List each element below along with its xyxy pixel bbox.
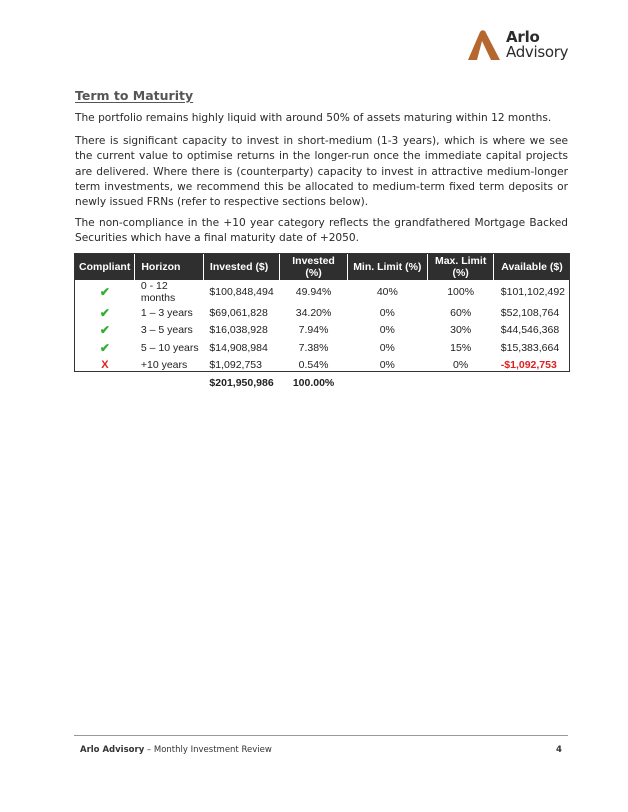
cell-min: 0% [379, 306, 395, 319]
logo-text-line2: Advisory [506, 43, 569, 61]
arlo-advisory-logo [466, 27, 570, 63]
cell-max: 0% [453, 359, 469, 372]
paragraph-non-compliance: The non-compliance in the +10 year category reflects the grandfathered Mortgage Backed Securities which have a final maturity date of +2050. [75, 217, 568, 245]
cell-horizon: 0 - 12 months [140, 280, 176, 304]
cell-invested: $14,908,984 [209, 341, 268, 354]
section-heading: Term to Maturity [75, 88, 194, 103]
table-header-row [75, 254, 569, 280]
table-row [75, 339, 569, 357]
paragraph-liquidity: The portfolio remains highly liquid with around 50% of assets maturing within 12 months. [75, 112, 552, 124]
cell-percent: 49.94% [295, 286, 332, 298]
footer-divider [74, 735, 568, 736]
cell-invested: $69,061,828 [209, 306, 268, 319]
cell-max: 60% [450, 306, 472, 319]
cell-max: 15% [450, 341, 472, 354]
cell-percent: 34.20% [295, 306, 332, 319]
arlo-logo-icon [466, 29, 502, 61]
header-max-limit: Max. Limit (%) [428, 254, 494, 280]
cell-invested: $16,038,928 [209, 324, 268, 337]
cell-min: 0% [379, 324, 395, 337]
total-invested: $201,950,986 [209, 376, 274, 389]
footer-brand: Arlo Advisory [80, 745, 145, 755]
cell-horizon: 3 – 5 years [140, 324, 193, 337]
header-invested-amount: Invested ($) [203, 254, 280, 280]
cell-invested: $1,092,753 [209, 359, 262, 372]
cell-available: $101,102,492 [500, 286, 565, 298]
cell-available: $15,383,664 [500, 341, 560, 354]
header-horizon: Horizon [135, 254, 204, 280]
header-min-limit: Min. Limit (%) [347, 254, 427, 280]
table-row [75, 280, 569, 304]
cell-available: $44,546,368 [500, 324, 560, 337]
check-icon: ✔ [99, 323, 110, 338]
cell-horizon: 1 – 3 years [140, 306, 193, 319]
cell-min: 40% [376, 286, 398, 298]
cell-max: 30% [450, 324, 472, 337]
paragraph-capacity: There is significant capacity to invest in short-medium (1-3 years), which is where we see the current value to optimise returns in the longer-run once the immediate capital projects are delivered. Where there is (counterparty) capacity to invest in attractive medium-longer term investments, we recommend this be allocated to medium-term fixed term deposits or newly issued FRNs (refer to respective sections below). [75, 135, 568, 209]
cell-invested: $100,848,494 [209, 286, 274, 298]
check-icon: ✔ [99, 340, 110, 355]
cell-min: 0% [379, 359, 395, 372]
table-row [75, 304, 569, 322]
cell-percent: 7.38% [298, 341, 329, 354]
table-row [75, 322, 569, 340]
cell-horizon: +10 years [140, 359, 188, 372]
check-icon: ✔ [99, 285, 110, 299]
footer-title: – Monthly Investment Review [144, 745, 272, 755]
page-number: 4 [556, 745, 562, 755]
total-percent: 100.00% [292, 376, 335, 389]
maturity-table [74, 253, 570, 389]
check-icon: ✔ [99, 305, 110, 320]
cell-horizon: 5 – 10 years [140, 341, 199, 354]
cell-available: $52,108,764 [500, 306, 560, 319]
header-compliant: Compliant [75, 254, 135, 280]
cell-max: 100% [447, 286, 475, 298]
cell-available: -$1,092,753 [500, 359, 557, 372]
header-invested-percent: Invested (%) [280, 254, 347, 280]
cross-icon: X [101, 359, 109, 372]
cell-min: 0% [379, 341, 395, 354]
cell-percent: 7.94% [298, 324, 329, 337]
table-row [75, 357, 569, 375]
table-total-row [75, 374, 569, 392]
header-available: Available ($) [501, 261, 563, 273]
logo-text-line1: Arlo [506, 28, 540, 46]
footer-text [80, 745, 272, 755]
cell-percent: 0.54% [298, 359, 329, 372]
